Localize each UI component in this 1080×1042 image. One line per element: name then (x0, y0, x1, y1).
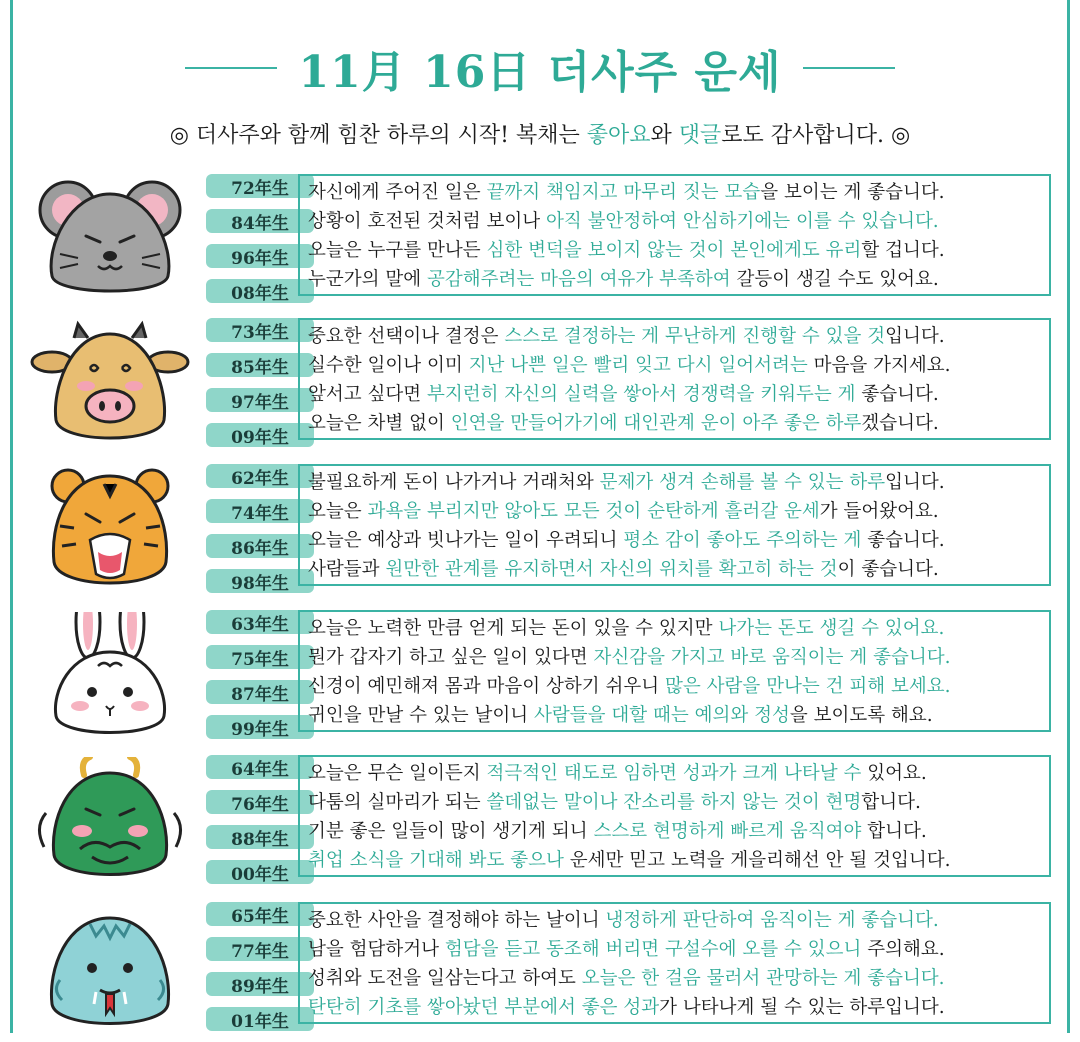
fortune-text: 중요한 선택이나 결정은 (308, 326, 505, 347)
year-badge: 09年生 (206, 423, 314, 447)
year-badge: 85年生 (206, 353, 314, 377)
fortune-line (308, 380, 1049, 409)
ox-icon (30, 320, 190, 450)
title-rule-right (803, 67, 895, 69)
fortune-text: 있어요. (861, 763, 927, 784)
fortune-text-box (298, 174, 1051, 296)
year-badge: 00年生 (206, 860, 314, 884)
fortune-section (30, 755, 1060, 889)
fortune-line (308, 759, 1049, 788)
fortune-text: 중요한 사안을 결정해야 하는 날이니 (308, 910, 606, 931)
highlighted-text: 스스로 결정하는 게 무난하게 진행할 수 있을 것 (504, 326, 886, 347)
subtitle-part: ◎ 더사주와 함께 힘찬 하루의 시작! 복채는 (169, 123, 587, 148)
subtitle (0, 118, 1080, 149)
fortune-section (30, 902, 1060, 1036)
year-badge: 88年生 (206, 825, 314, 849)
highlighted-text: 스스로 현명하게 빠르게 움직여야 (593, 821, 862, 842)
year-badge: 08年生 (206, 279, 314, 303)
rabbit-icon (30, 612, 190, 742)
fortune-line (308, 935, 1049, 964)
fortune-line (308, 906, 1049, 935)
fortune-text: 누군가의 말에 (308, 269, 427, 290)
year-badge: 99年生 (206, 715, 314, 739)
fortune-line (308, 526, 1049, 555)
highlighted-text: 아직 불안정하여 안심하기에는 이를 수 있습니다. (545, 211, 939, 232)
fortune-text: 갈등이 생길 수도 있어요. (730, 269, 939, 290)
fortune-text: 합니다. (861, 792, 921, 813)
fortune-text: 합니다. (861, 821, 927, 842)
fortune-text: 기분 좋은 일들이 많이 생기게 되니 (308, 821, 594, 842)
subtitle-comment: 댓글 (678, 123, 722, 148)
fortune-text: 좋습니다. (855, 384, 939, 405)
fortune-line (308, 409, 1049, 438)
fortune-line (308, 672, 1049, 701)
subtitle-part: 와 (650, 123, 679, 148)
fortune-text: 성취와 도전을 일삼는다고 하여도 (308, 968, 582, 989)
fortune-text: 주의해요. (861, 939, 945, 960)
fortune-line (308, 643, 1049, 672)
year-badge: 73年生 (206, 318, 314, 342)
year-badge: 63年生 (206, 610, 314, 634)
frame-border-left (10, 0, 13, 1033)
fortune-text: 입니다. (885, 472, 945, 493)
fortune-text: 귀인을 만날 수 있는 날이니 (308, 705, 534, 726)
year-badge: 01年生 (206, 1007, 314, 1031)
frame-border-right (1067, 0, 1070, 1033)
fortune-line (308, 817, 1049, 846)
highlighted-text: 냉정하게 판단하여 움직이는 게 좋습니다. (605, 910, 939, 931)
year-badge: 84年生 (206, 209, 314, 233)
fortune-line (308, 964, 1049, 993)
rat-icon (30, 176, 190, 306)
fortune-text: 뭔가 갑자기 하고 싶은 일이 있다면 (308, 647, 594, 668)
highlighted-text: 문제가 생겨 손해를 볼 수 있는 하루 (599, 472, 886, 493)
fortune-line (308, 993, 1049, 1022)
fortune-line (308, 468, 1049, 497)
page-title: 11月 16日 더사주 운세 (298, 47, 782, 98)
year-badge: 86年生 (206, 534, 314, 558)
fortune-text: 사람들과 (308, 559, 386, 580)
fortune-text-box (298, 464, 1051, 586)
highlighted-text: 쓸데없는 말이나 잔소리를 하지 않는 것이 현명 (486, 792, 862, 813)
year-badge: 64年生 (206, 755, 314, 779)
highlighted-text: 인연을 만들어가기에 대인관계 운이 아주 좋은 하루 (450, 413, 862, 434)
highlighted-text: 많은 사람을 만나는 건 피해 보세요. (664, 676, 951, 697)
fortune-section (30, 610, 1060, 744)
fortune-text-box (298, 902, 1051, 1024)
fortune-text: 가 나타나게 될 수 있는 하루입니다. (659, 997, 945, 1018)
fortune-line (308, 788, 1049, 817)
fortune-text: 가 들어왔어요. (819, 501, 939, 522)
highlighted-text: 나가는 돈도 생길 수 있어요. (718, 618, 945, 639)
fortune-line (308, 497, 1049, 526)
highlighted-text: 지난 나쁜 일은 빨리 잊고 다시 일어서려는 (468, 355, 808, 376)
snake-icon (30, 904, 190, 1034)
fortune-text: 오늘은 누구를 만나든 (308, 240, 487, 261)
highlighted-text: 탄탄히 기초를 쌓아놨던 부분에서 좋은 성과 (308, 997, 660, 1018)
highlighted-text: 부지런히 자신의 실력을 쌓아서 경쟁력을 키워두는 게 (427, 384, 856, 405)
highlighted-text: 평소 감이 좋아도 주의하는 게 (623, 530, 862, 551)
year-badge: 76年生 (206, 790, 314, 814)
dragon-icon (30, 757, 190, 887)
fortune-section (30, 318, 1060, 452)
fortune-text: 오늘은 예상과 빗나가는 일이 우려되니 (308, 530, 624, 551)
fortune-line (308, 846, 1049, 875)
fortune-line (308, 322, 1049, 351)
fortune-line (308, 351, 1049, 380)
year-badge: 89年生 (206, 972, 314, 996)
fortune-section (30, 464, 1060, 598)
fortune-text: 다툼의 실마리가 되는 (308, 792, 487, 813)
fortune-line (308, 178, 1049, 207)
subtitle-like: 좋아요 (586, 123, 651, 148)
fortune-text: 오늘은 차별 없이 (308, 413, 451, 434)
year-badge: 74年生 (206, 499, 314, 523)
fortune-line (308, 614, 1049, 643)
title-rule-left (185, 67, 277, 69)
year-badge: 72年生 (206, 174, 314, 198)
highlighted-text: 취업 소식을 기대해 봐도 좋으나 (308, 850, 564, 871)
tiger-icon (30, 466, 190, 596)
year-badge: 97年生 (206, 388, 314, 412)
highlighted-text: 원만한 관계를 유지하면서 자신의 위치를 확고히 하는 것 (385, 559, 838, 580)
highlighted-text: 적극적인 태도로 임하면 성과가 크게 나타날 수 (486, 763, 862, 784)
fortune-text-box (298, 318, 1051, 440)
fortune-line (308, 265, 1049, 294)
fortune-text: 실수한 일이나 이미 (308, 355, 469, 376)
year-badge: 65年生 (206, 902, 314, 926)
fortune-text: 오늘은 (308, 501, 368, 522)
highlighted-text: 끝까지 책임지고 마무리 짓는 모습 (486, 182, 761, 203)
year-badge: 87年生 (206, 680, 314, 704)
highlighted-text: 공감해주려는 마음의 여유가 부족하여 (427, 269, 731, 290)
fortune-line (308, 236, 1049, 265)
fortune-text: 을 보이는 게 좋습니다. (760, 182, 945, 203)
fortune-text: 오늘은 무슨 일이든지 (308, 763, 487, 784)
highlighted-text: 오늘은 한 걸음 물러서 관망하는 게 좋습니다. (581, 968, 945, 989)
fortune-text: 이 좋습니다. (837, 559, 939, 580)
highlighted-text: 과욕을 부리지만 않아도 모든 것이 순탄하게 흘러갈 운세 (367, 501, 820, 522)
fortune-text-box (298, 610, 1051, 732)
subtitle-part: 로도 감사합니다. ◎ (721, 123, 911, 148)
highlighted-text: 험담을 듣고 동조해 버리면 구설수에 오를 수 있으니 (444, 939, 862, 960)
fortune-text: 운세만 믿고 노력을 게을리해선 안 될 것입니다. (563, 850, 951, 871)
year-badge: 96年生 (206, 244, 314, 268)
fortune-text: 좋습니다. (861, 530, 945, 551)
year-badge: 77年生 (206, 937, 314, 961)
fortune-text: 신경이 예민해져 몸과 마음이 상하기 쉬우니 (308, 676, 665, 697)
fortune-text: 겠습니다. (861, 413, 939, 434)
fortune-line (308, 701, 1049, 730)
fortune-text-box (298, 755, 1051, 877)
fortune-line (308, 555, 1049, 584)
title-row (0, 38, 1080, 98)
highlighted-text: 심한 변덕을 보이지 않는 것이 본인에게도 유리 (486, 240, 862, 261)
fortune-line (308, 207, 1049, 236)
year-badge: 98年生 (206, 569, 314, 593)
fortune-text: 오늘은 노력한 만큼 얻게 되는 돈이 있을 수 있지만 (308, 618, 719, 639)
year-badge: 75年生 (206, 645, 314, 669)
fortune-text: 앞서고 싶다면 (308, 384, 427, 405)
year-badge: 62年生 (206, 464, 314, 488)
highlighted-text: 자신감을 가지고 바로 움직이는 게 좋습니다. (593, 647, 951, 668)
fortune-section (30, 174, 1060, 308)
fortune-text: 상황이 호전된 것처럼 보이나 (308, 211, 546, 232)
fortune-text: 남을 험담하거나 (308, 939, 445, 960)
fortune-text: 자신에게 주어진 일은 (308, 182, 487, 203)
highlighted-text: 사람들을 대할 때는 예의와 정성 (534, 705, 790, 726)
fortune-text: 할 겁니다. (861, 240, 945, 261)
fortune-text: 마음을 가지세요. (807, 355, 951, 376)
fortune-text: 을 보이도록 해요. (789, 705, 933, 726)
fortune-text: 불필요하게 돈이 나가거나 거래처와 (308, 472, 600, 493)
fortune-text: 입니다. (885, 326, 945, 347)
